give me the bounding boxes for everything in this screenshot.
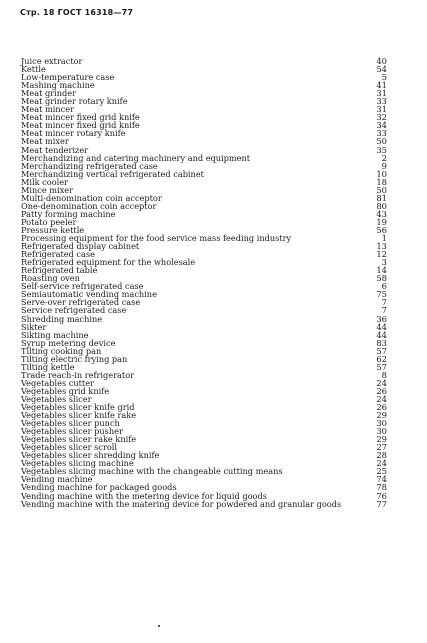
index-page-number: 44 (376, 329, 387, 340)
index-term: Vegetables slicer shredding knife (21, 450, 160, 461)
index-page-number: 24 (376, 458, 387, 469)
term-index-list (21, 57, 387, 508)
index-page-number: 76 (376, 490, 387, 501)
index-entry (21, 129, 387, 137)
index-page-number: 62 (376, 353, 387, 364)
index-page-number: 31 (376, 104, 387, 115)
index-term: Vegetables slicing machine (21, 458, 134, 469)
index-page-number: 24 (376, 393, 387, 404)
index-term: Tilting cooking pan (21, 345, 102, 356)
index-term: Merchandizing refrigerated case (21, 160, 158, 171)
index-entry (21, 355, 387, 363)
index-page-number: 30 (376, 418, 387, 429)
index-term: Vegetables slicer punch (21, 418, 120, 429)
index-term: Mince mixer (21, 184, 74, 195)
index-term: Self-service refrigerated case (21, 281, 144, 292)
index-term: Vegetables slicer rake knife (21, 434, 137, 445)
index-page-number: 31 (376, 88, 387, 99)
index-page-number: 30 (376, 426, 387, 437)
index-page-number: 35 (376, 144, 387, 155)
index-page-number: 83 (376, 337, 387, 348)
index-page-number: 5 (381, 72, 387, 83)
index-term: Potato peeler (21, 216, 77, 227)
index-term: Meat grinder rotary knife (21, 96, 128, 107)
index-page-number: 13 (376, 241, 387, 252)
index-term: Patty forming machine (21, 208, 116, 219)
index-entry (21, 57, 387, 65)
page-header: Стр. 18 ГОСТ 16318—77 (20, 8, 134, 17)
index-page-number: 7 (381, 297, 387, 308)
index-term: Sikter (21, 321, 47, 332)
index-term: Kettle (21, 64, 46, 75)
index-page-number: 56 (376, 224, 387, 235)
index-page-number: 18 (376, 176, 387, 187)
index-page-number: 77 (376, 498, 387, 509)
index-page-number: 27 (376, 442, 387, 453)
index-term: Refrigerated equipment for the wholesale (21, 257, 196, 268)
index-page-number: 28 (376, 450, 387, 461)
index-page-number: 34 (376, 120, 387, 131)
index-page-number: 36 (376, 313, 387, 324)
index-term: Vending machine (21, 474, 93, 485)
index-term: Meat mincer rotary knife (21, 128, 126, 139)
index-page-number: 29 (376, 410, 387, 421)
index-term: Refrigerated display cabinet (21, 241, 140, 252)
index-term: Meat tenderizer (21, 144, 89, 155)
index-entry (21, 178, 387, 186)
index-term: Multi-denomination coin acceptor (21, 192, 162, 203)
index-term: Vending machine for packaged goods (21, 482, 177, 493)
index-page-number: 43 (376, 208, 387, 219)
index-page-number: 78 (376, 482, 387, 493)
index-term: Vending machine with the metering device for liquid goods (21, 490, 267, 501)
index-term: Roasting oven (21, 273, 80, 284)
index-term: One-denomination coin acceptor (21, 200, 157, 211)
index-page-number: 57 (376, 361, 387, 372)
index-term: Vegetables slicer pusher (21, 426, 123, 437)
index-page-number: 74 (376, 474, 387, 485)
index-page-number: 12 (376, 249, 387, 260)
index-page-number: 29 (376, 434, 387, 445)
index-term: Shredding machine (21, 313, 103, 324)
index-term: Refrigerated table (21, 265, 98, 276)
index-page-number: 80 (376, 200, 387, 211)
index-term: Vegetables slicer knife rake (21, 410, 137, 421)
index-term: Tilting electric frying pan (21, 353, 128, 364)
index-term: Pressure kettle (21, 224, 85, 235)
index-term: Vending machine with the matering device for powdered and granular goods (21, 498, 342, 509)
index-term: Low-temperature case (21, 72, 115, 83)
index-entry (21, 170, 387, 178)
index-term: Merchandizing vertical refrigerated cabinet (21, 168, 204, 179)
index-entry (21, 97, 387, 105)
index-term: Trade reach-in refrigerator (21, 369, 135, 380)
index-page-number: 57 (376, 345, 387, 356)
index-term: Juice extractor (21, 56, 83, 66)
index-term: Meat mincer (21, 104, 75, 115)
index-page-number: 2 (381, 152, 387, 163)
index-page-number: 32 (376, 112, 387, 123)
index-term: Merchandizing and catering machinery and equipment (21, 152, 251, 163)
index-term: Meat mincer fixed grid knife (21, 120, 140, 131)
index-term: Milk cooler (21, 176, 69, 187)
index-page-number: 50 (376, 184, 387, 195)
index-page-number: 75 (376, 289, 387, 300)
index-page-number: 26 (376, 402, 387, 413)
index-term: Vegetables slicer (21, 393, 92, 404)
index-entry (21, 500, 387, 508)
index-term: Vegetables slicer knife grid (21, 402, 135, 413)
index-page-number: 10 (376, 168, 387, 179)
index-page-number: 33 (376, 96, 387, 107)
index-term: Meat mincer fixed grid knife (21, 112, 140, 123)
index-page-number: 3 (381, 257, 387, 268)
index-term: Vegetables cutter (21, 377, 94, 388)
index-page-number: 50 (376, 136, 387, 147)
index-page-number: 54 (376, 64, 387, 75)
index-term: Refrigerated case (21, 249, 95, 260)
index-term: Semiautomatic vending machine (21, 289, 157, 300)
index-page-number: 26 (376, 385, 387, 396)
index-page-number: 1 (381, 233, 387, 244)
stray-dot (158, 625, 160, 627)
index-term: Vegetables grid knife (21, 385, 110, 396)
index-term: Processing equipment for the food service mass feeding industry (21, 233, 292, 244)
index-term: Tilting kettle (21, 361, 75, 372)
index-page-number: 81 (376, 192, 387, 203)
index-term: Syrup metering device (21, 337, 116, 348)
index-page-number: 6 (381, 281, 387, 292)
index-page-number: 7 (381, 305, 387, 316)
index-page-number: 8 (381, 369, 387, 380)
index-term: Vegetables slicer scroll (21, 442, 118, 453)
index-page-number: 24 (376, 377, 387, 388)
index-term: Sikting machine (21, 329, 89, 340)
index-entry (21, 315, 387, 323)
index-page-number: 44 (376, 321, 387, 332)
index-page-number: 25 (376, 466, 387, 477)
index-page-number: 41 (376, 80, 387, 91)
index-term: Meat mixer (21, 136, 69, 147)
index-page-number: 58 (376, 273, 387, 284)
index-page-number: 33 (376, 128, 387, 139)
index-term: Service refrigerated case (21, 305, 127, 316)
index-term: Mashing machine (21, 80, 95, 91)
index-page-number: 40 (376, 56, 387, 66)
index-term: Serve-over refrigerated case (21, 297, 141, 308)
index-page-number: 9 (381, 160, 387, 171)
index-term: Meat grinder (21, 88, 77, 99)
index-page-number: 14 (376, 265, 387, 276)
index-page-number: 19 (376, 216, 387, 227)
index-term: Vegetables slicing machine with the changeable cutting means (21, 466, 283, 477)
